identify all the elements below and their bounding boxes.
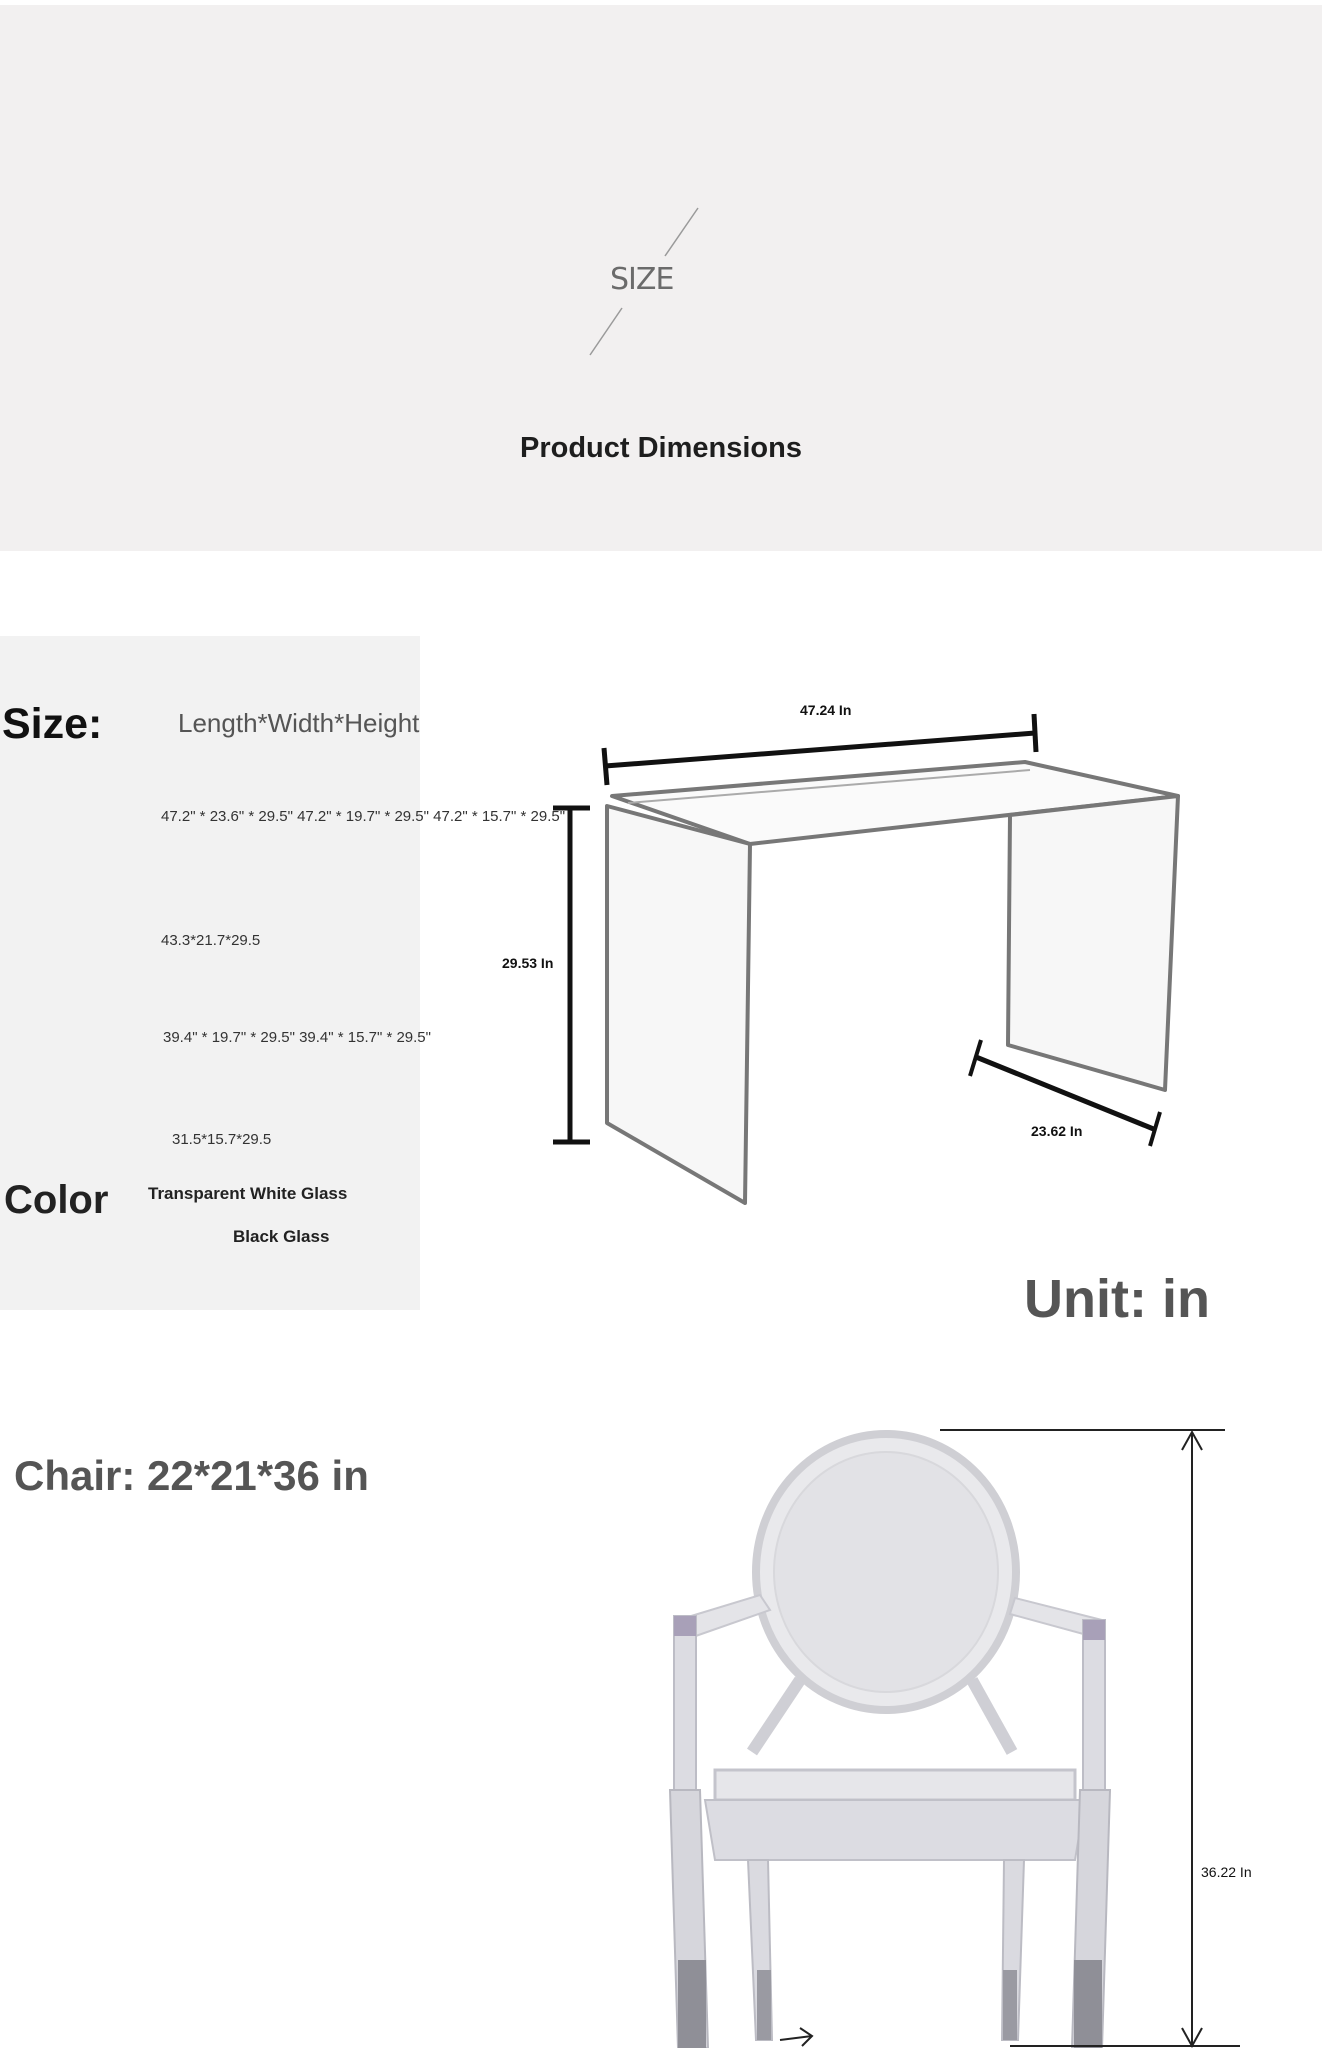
desk-width-label: 23.62 In bbox=[1031, 1123, 1083, 1139]
page-title: Product Dimensions bbox=[520, 432, 802, 464]
color-option: Transparent White Glass bbox=[148, 1184, 348, 1203]
desk-length-label: 47.24 In bbox=[800, 702, 852, 718]
desk-height-label: 29.53 In bbox=[502, 955, 554, 971]
chair-height-label: 36.22 In bbox=[1201, 1864, 1252, 1880]
dimension-option: 31.5*15.7*29.5 bbox=[172, 1131, 272, 1148]
unit-label: Unit: in bbox=[1024, 1269, 1210, 1329]
dimension-option: 43.3*21.7*29.5 bbox=[161, 932, 261, 949]
dimension-option: 39.4" * 19.7" * 29.5" 39.4" * 15.7" * 29.5" bbox=[163, 1029, 431, 1046]
color-label: Color bbox=[4, 1178, 109, 1222]
size-heading: SIZE bbox=[610, 262, 674, 297]
size-label: Size: bbox=[2, 700, 103, 748]
dimension-option: 47.2" * 23.6" * 29.5" 47.2" * 19.7" * 29.5" 47.2" * 15.7" * 29.5" bbox=[161, 808, 566, 825]
chair-title: Chair: 22*21*36 in bbox=[14, 1452, 369, 1499]
color-option: Black Glass bbox=[233, 1227, 330, 1246]
size-format-label: Length*Width*Height bbox=[178, 708, 420, 738]
